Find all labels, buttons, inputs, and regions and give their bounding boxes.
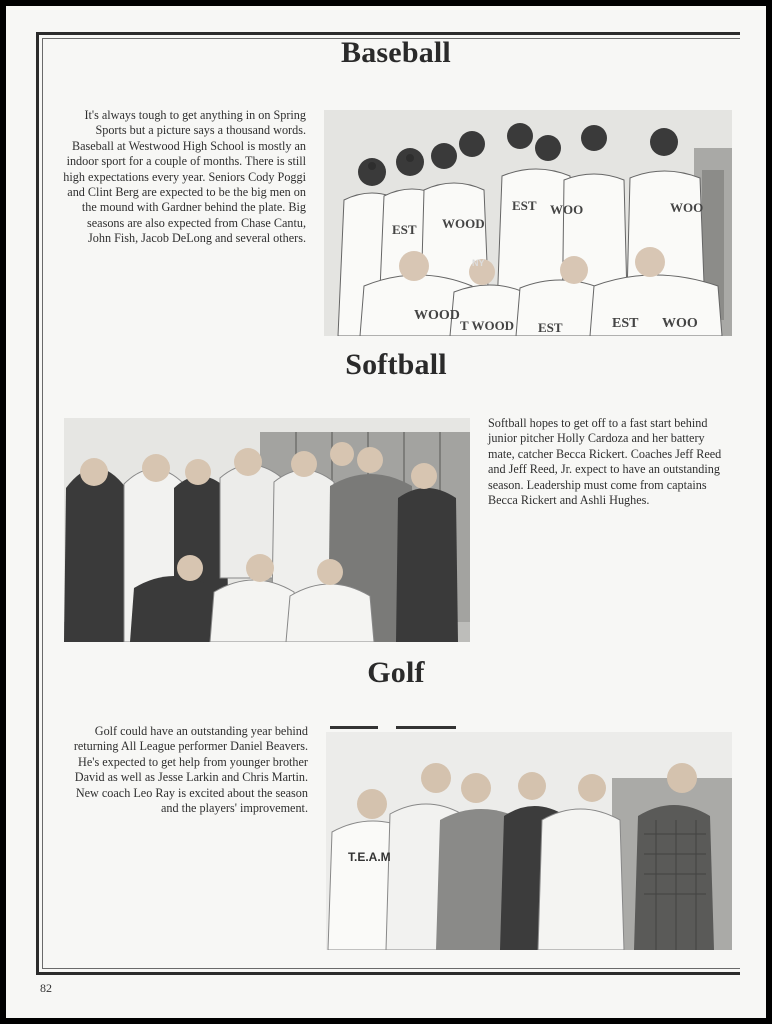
jersey-text-5: WOO: [670, 200, 704, 215]
cap-logo-text: NY: [472, 258, 485, 268]
baseball-team-photo: [324, 110, 732, 336]
baseball-paragraph: It's always tough to get anything in on Spring Sports but a picture says a thousand words. Baseball at Westwood High School is mostly an indoor sport for a couple of months. There is still high expectations every year. Seniors Cody Poggi and Clint Berg are expected to be the big men on the mound with Gardner behind the plate. Big seasons are also expected from Chase Cantu, John Fish, Jacob DeLong and several others.: [63, 108, 306, 246]
team-shirt-text: T.E.A.M: [348, 850, 391, 864]
jersey-text-10: WOO: [662, 316, 698, 331]
softball-team-photo: [64, 418, 470, 642]
jersey-text-1: EST: [392, 222, 417, 237]
frame-rule-bottom: [36, 972, 740, 975]
jersey-text-2: WOOD: [442, 216, 485, 231]
jersey-text-8: EST: [538, 320, 563, 335]
baseball-heading: Baseball: [341, 36, 451, 69]
frame-rule-left-inner: [42, 38, 43, 969]
frame-rule-top: [36, 32, 740, 35]
jersey-text-6: WOOD: [414, 308, 460, 323]
page-number: 82: [40, 981, 52, 995]
yearbook-page: [6, 6, 766, 1018]
jersey-text-9: EST: [612, 316, 639, 331]
jersey-text-7: T WOOD: [460, 318, 515, 333]
softball-paragraph: Softball hopes to get off to a fast start behind junior pitcher Holly Cardoza and her battery mate, catcher Becca Rickert. Coaches Jeff Reed and Jeff Reed, Jr. expect to have an outstanding season. Leadership must come from captains Becca Rickert and Ashli Hughes.: [488, 416, 722, 508]
golf-paragraph: Golf could have an outstanding year behind returning All League performer Daniel Beavers. He's expected to get help from younger brother David as well as Jesse Larkin and Chris Martin. New coach Leo Ray is excited about the season and the players' improvement.: [73, 724, 308, 816]
golf-team-photo: [326, 724, 732, 950]
softball-heading: Softball: [345, 348, 447, 381]
frame-rule-left: [36, 32, 39, 975]
golf-heading: Golf: [367, 656, 425, 689]
softball-team-photo-image: [64, 418, 470, 642]
golf-team-photo-image: [326, 724, 732, 950]
jersey-text-3: WOO: [550, 202, 584, 217]
frame-rule-bottom-inner: [42, 968, 740, 969]
baseball-team-photo-image: [324, 110, 732, 336]
jersey-text-4: EST: [512, 198, 537, 213]
